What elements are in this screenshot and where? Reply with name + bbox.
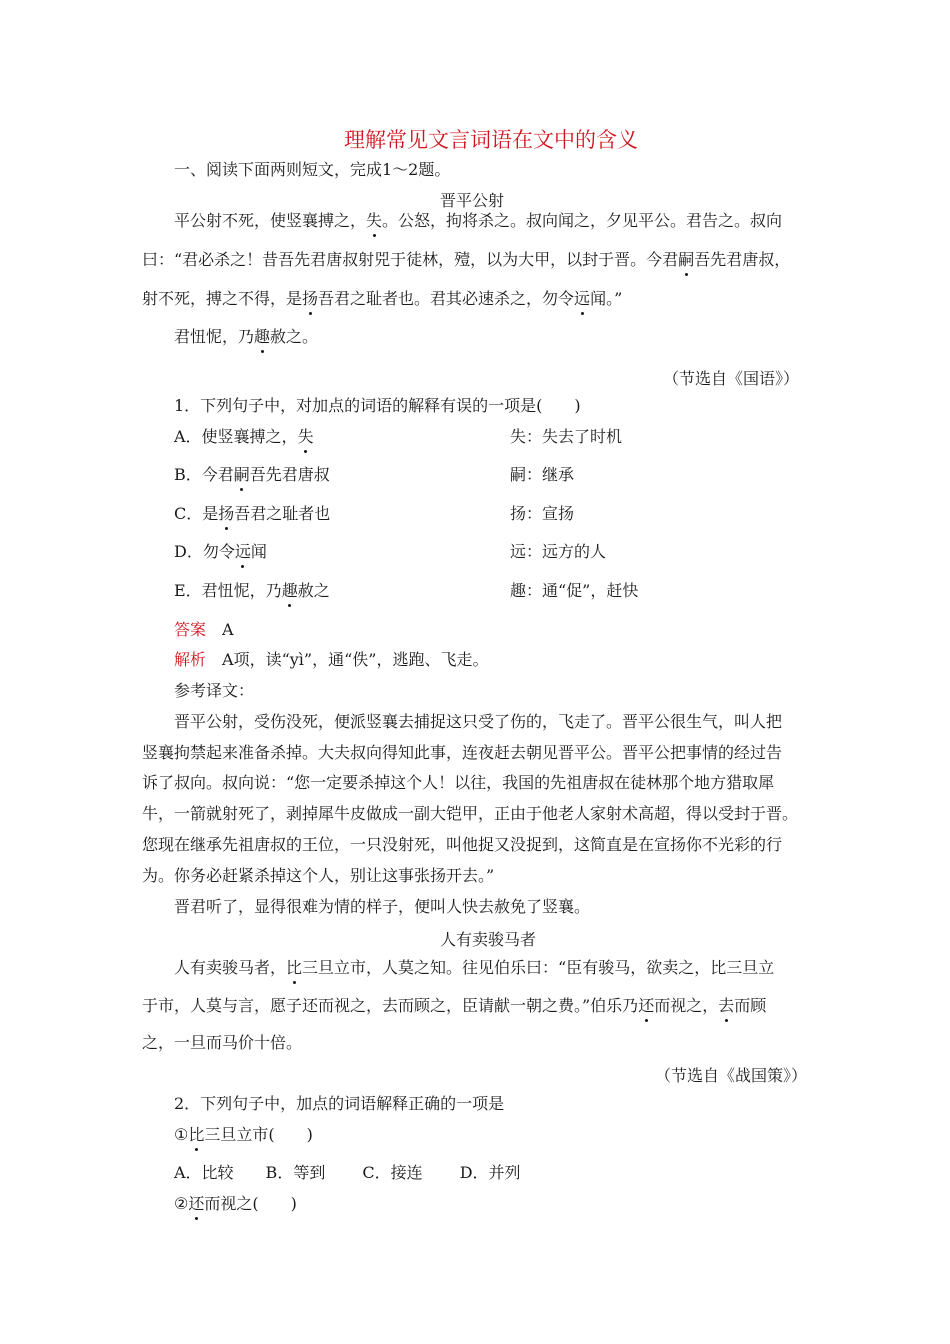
- q2-stem: 2．下列句子中，加点的词语解释正确的一项是: [174, 1094, 505, 1113]
- q2-subquestion-2: ②还而视之( ): [174, 1194, 297, 1213]
- q1-option-b-gloss: 嗣：继承: [510, 465, 575, 484]
- emphasis-mark: 失: [297, 427, 314, 446]
- emphasis-mark: 扬: [302, 289, 319, 308]
- translation-line: 您现在继承先祖唐叔的王位，一只没射死，叫他捉又没捉到，这简直是在宣扬你不光彩的行: [142, 835, 783, 854]
- page-title: 理解常见文言词语在文中的含义: [344, 128, 638, 152]
- passage2-heading: 人有卖骏马者: [440, 930, 537, 949]
- emphasis-mark: 趣: [254, 327, 271, 346]
- translation-line: 晋平公射，受伤没死，便派竖襄去捕捉这只受了伤的，飞走了。晋平公很生气，叫人把: [174, 712, 783, 731]
- passage1-line-2: 曰：“君必杀之！昔吾先君唐叔射兕于徒林，殪，以为大甲，以封于晋。今君嗣吾先君唐叔，: [142, 250, 791, 269]
- passage1-line-3: 射不死，搏之不得，是扬吾君之耻者也。君其必速杀之，勿令远闻。”: [142, 289, 623, 308]
- q2-subquestion-1: ①比三旦立市( ): [174, 1125, 313, 1144]
- q1-option-c-gloss: 扬：宣扬: [510, 504, 575, 523]
- passage2-line-1: 人有卖骏马者，比三旦立市，人莫之知。往见伯乐曰：“臣有骏马，欲卖之，比三旦立: [174, 958, 775, 977]
- q1-option-d: D．勿令远闻: [174, 542, 267, 561]
- passage1-source: （节选自《国语》）: [663, 369, 800, 388]
- translation-line: 诉了叔向。叔向说：“您一定要杀掉这个人！以往，我国的先祖唐叔在徒林那个地方猎取犀: [142, 773, 775, 792]
- passage1-line-1: 平公射不死，使竖襄搏之，失。公怒，拘将杀之。叔向闻之，夕见平公。君告之。叔向: [174, 211, 783, 230]
- passage1-heading: 晋平公射: [440, 191, 505, 210]
- passage2-source: （节选自《战国策》）: [655, 1066, 808, 1085]
- answer-label: 答案: [174, 620, 207, 639]
- q1-option-e: E．君忸怩，乃趣赦之: [174, 581, 330, 600]
- translation-line: 竖襄拘禁起来准备杀掉。大夫叔向得知此事，连夜赶去朝见晋平公。晋平公把事情的经过告: [142, 743, 783, 762]
- q1-option-a-gloss: 失：失去了时机: [510, 427, 623, 446]
- q1-stem: 1．下列句子中，对加点的词语的解释有误的一项是( ): [174, 396, 581, 415]
- translation-label: 参考译文：: [174, 681, 255, 700]
- passage2-line-2: 于市，人莫与言，愿子还而视之，去而顾之，臣请献一朝之费。”伯乐乃还而视之，去而顾: [142, 996, 767, 1015]
- translation-line: 牛，一箭就射死了，剥掉犀牛皮做成一副大铠甲，正由于他老人家射术高超，得以受封于晋。: [142, 804, 799, 823]
- answer: 答案 A: [174, 620, 234, 639]
- q1-option-e-gloss: 趣：通“促”，赶快: [510, 581, 639, 600]
- emphasis-mark: 失: [366, 211, 383, 230]
- emphasis-mark: 去: [718, 996, 735, 1015]
- emphasis-mark: 远: [574, 289, 591, 308]
- q1-option-a: A．使竖襄搏之，失: [174, 427, 314, 446]
- q1-option-c: C．是扬吾君之耻者也: [174, 504, 331, 523]
- emphasis-mark: 还: [638, 996, 655, 1015]
- q2-options: A．比较 B．等到 C．接连 D．并列: [174, 1163, 521, 1182]
- emphasis-mark: 嗣: [233, 465, 250, 484]
- analysis-label: 解析: [174, 650, 207, 669]
- analysis: 解析 A项，读“yì”，通“佚”，逃跑、飞走。: [174, 650, 489, 669]
- q1-option-b: B．今君嗣吾先君唐叔: [174, 465, 330, 484]
- passage1-line-4: 君忸怩，乃趣赦之。: [174, 327, 319, 346]
- q1-option-d-gloss: 远：远方的人: [510, 542, 607, 561]
- emphasis-mark: 比: [286, 958, 303, 977]
- emphasis-mark: 嗣: [678, 250, 695, 269]
- emphasis-mark: 扬: [218, 504, 235, 523]
- emphasis-mark: 比: [188, 1125, 205, 1144]
- emphasis-mark: 远: [234, 542, 251, 561]
- section-intro: 一、阅读下面两则短文，完成1～2题。: [174, 160, 451, 179]
- emphasis-mark: 还: [188, 1194, 205, 1213]
- emphasis-mark: 趣: [281, 581, 298, 600]
- translation-line: 为。你务必赶紧杀掉这个人，别让这事张扬开去。”: [142, 866, 495, 885]
- translation-line: 晋君听了，显得很难为情的样子，便叫人快去赦免了竖襄。: [174, 897, 591, 916]
- passage2-line-3: 之，一旦而马价十倍。: [142, 1033, 303, 1052]
